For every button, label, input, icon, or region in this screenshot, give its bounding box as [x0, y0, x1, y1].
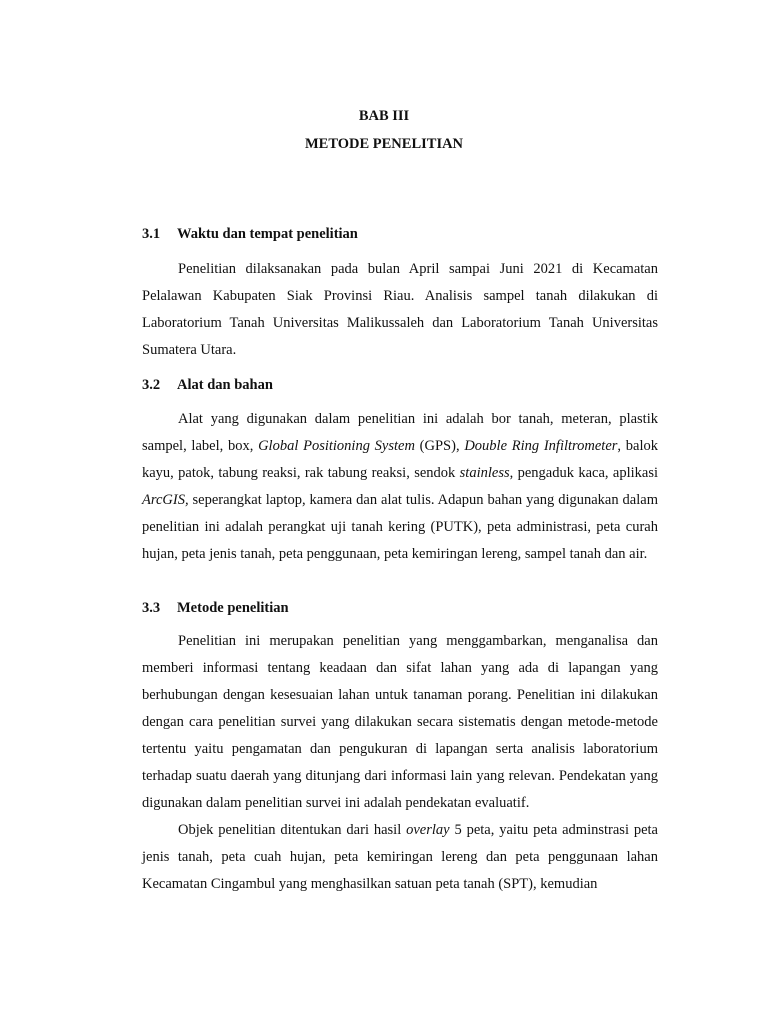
chapter-number: BAB III: [358, 108, 410, 124]
section-heading-3-3: [142, 600, 289, 617]
section-number: 3.1: [142, 226, 161, 242]
paragraph: Objek penelitian ditentukan dari hasil overlay 5 peta, yaitu peta adminstrasi peta jenis tanah, peta cuah hujan, peta kemiringan lereng dan peta penggunaan lahan Kecamatan Cingambul yang menghasilkan satuan peta tanah (SPT), kemudian: [142, 822, 658, 892]
paragraph: Penelitian dilaksanakan pada bulan April sampai Juni 2021 di Kecamatan Pelalawan Kabupaten Siak Provinsi Riau. Analisis sampel tanah dilakukan di Laboratorium Tanah Universitas Malikussaleh dan Laboratorium Tanah Universitas Sumatera Utara.: [142, 261, 658, 358]
section-number: 3.3: [142, 600, 161, 616]
section-number: 3.2: [142, 377, 161, 393]
section-heading-3-1: [142, 226, 358, 243]
section-heading-3-2: [142, 377, 273, 394]
paragraph: Penelitian ini merupakan penelitian yang menggambarkan, menganalisa dan memberi informasi tentang keadaan dan sifat lahan yang ada di lapangan yang berhubungan dengan kesesuaian lahan untuk tanaman porang. Penelitian ini dilakukan dengan cara penelitian survei yang dilakukan secara sistematis dengan metode-metode tertentu yaitu pengamatan dan pengukuran di lapangan serta analisis laboratorium terhadap suatu daerah yang ditunjang dari informasi lain yang relevan. Pendekatan yang digunakan dalam penelitian survei ini adalah pendekatan evaluatif.: [142, 633, 658, 811]
section-title: Alat dan bahan: [177, 377, 273, 393]
chapter-title: METODE PENELITIAN: [304, 136, 464, 152]
section-title: Waktu dan tempat penelitian: [177, 226, 358, 242]
paragraph: Alat yang digunakan dalam penelitian ini adalah bor tanah, meteran, plastik sampel, label, box, Global Positioning System (GPS), Double Ring Infiltrometer, balok kayu, patok, tabung reaksi, rak tabung reaksi, sendok stainless, pengaduk kaca, aplikasi ArcGIS, seperangkat laptop, kamera dan alat tulis. Adapun bahan yang digunakan dalam penelitian ini adalah perangkat uji tanah kering (PUTK), peta administrasi, peta curah hujan, peta jenis tanah, peta penggunaan, peta kemiringan lereng, sampel tanah dan air.: [142, 411, 659, 562]
section-title: Metode penelitian: [177, 600, 289, 616]
